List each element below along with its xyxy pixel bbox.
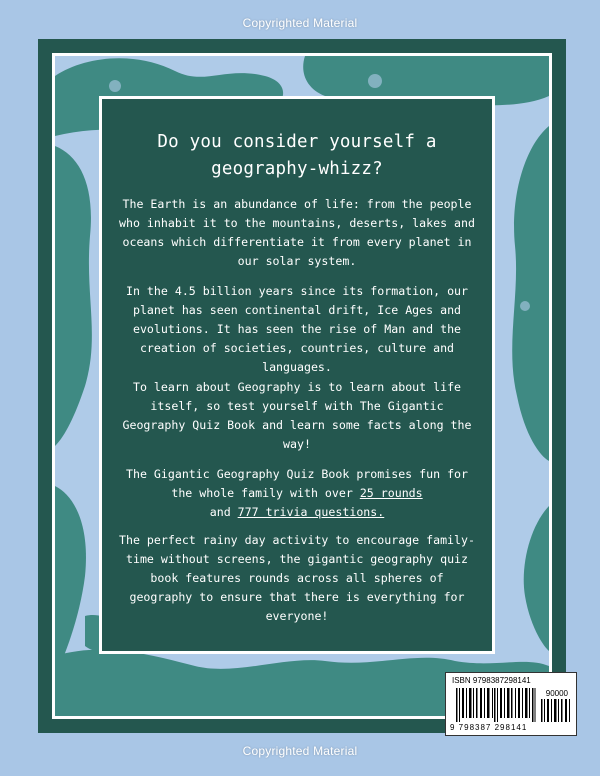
map-landmass xyxy=(524,506,549,651)
headline-line-2: geography-whizz? xyxy=(211,159,383,179)
questions-highlight: 777 trivia questions. xyxy=(237,505,385,519)
paragraph-earth: The Earth is an abundance of life: from the people who inhabit it to the mountains, deserts, lakes and oceans which differentiate it from every planet in our solar system. xyxy=(119,197,475,268)
map-landmass xyxy=(512,126,549,461)
isbn-barcode xyxy=(445,672,577,736)
copyright-watermark-top: Copyrighted Material xyxy=(242,16,358,30)
rounds-highlight: 25 rounds xyxy=(359,486,423,500)
map-landmass xyxy=(55,146,92,446)
promise-and: and xyxy=(209,505,238,519)
price-barcode-bars xyxy=(541,699,571,722)
back-cover-text xyxy=(102,99,492,651)
copyright-watermark-bottom: Copyrighted Material xyxy=(242,744,358,758)
isbn-label: ISBN 9798387298141 xyxy=(452,676,531,685)
paragraph-rainy-day: The perfect rainy day activity to encourage family-time without screens, the gigantic geography quiz book features rounds across all spheres of geography to ensure that there is everything for everyone! xyxy=(119,533,475,623)
barcode-digits: 9 798387 298141 xyxy=(450,723,528,732)
paragraph-promise xyxy=(118,465,476,522)
barcode-bars xyxy=(456,688,536,722)
price-code: 90000 xyxy=(545,689,568,698)
paragraph-learn: To learn about Geography is to learn about life itself, so test yourself with The Gigantic Geography Quiz Book and learn some facts along the way! xyxy=(122,380,472,451)
headline xyxy=(122,129,472,183)
map-landmass xyxy=(55,486,86,676)
headline-line-1: Do you consider yourself a xyxy=(157,132,437,152)
promise-text: The Gigantic Geography Quiz Book promises fun for the whole family with over xyxy=(125,467,469,500)
paragraph-history: In the 4.5 billion years since its formation, our planet has seen continental drift, Ice Ages and evolutions. It has seen the rise of Man and the creation of societies, countries, culture and languages. xyxy=(125,284,469,374)
